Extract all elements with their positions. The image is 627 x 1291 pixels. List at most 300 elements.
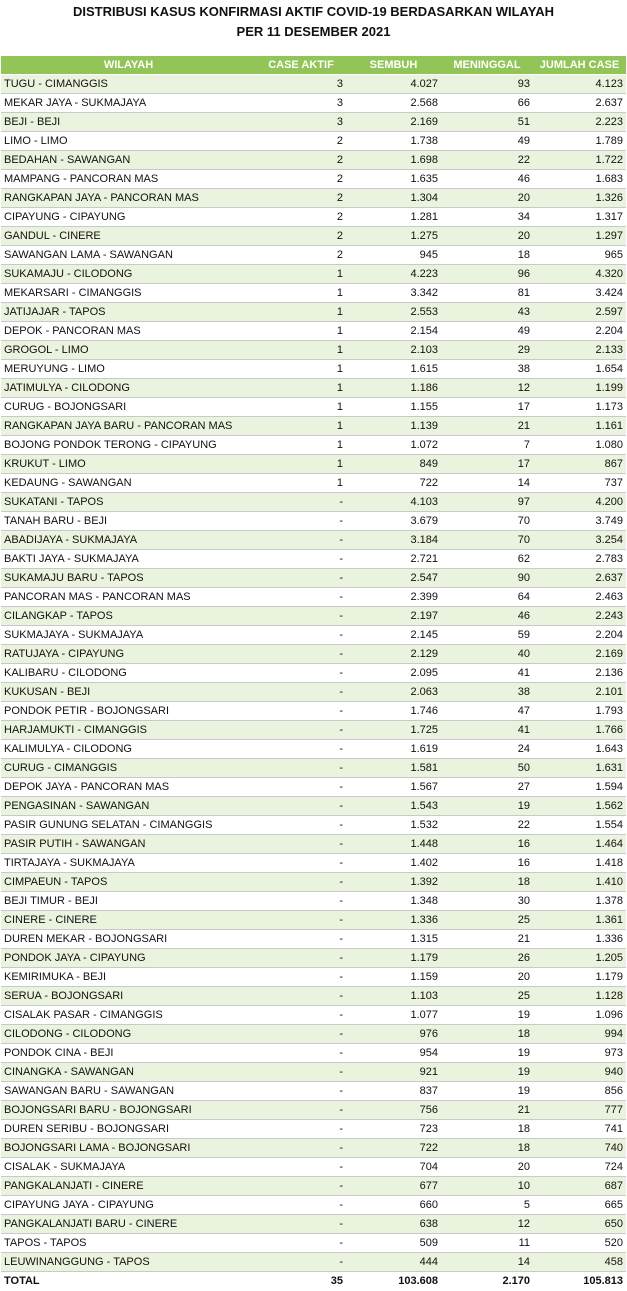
cell-case-aktif: - (256, 987, 346, 1006)
cell-sembuh: 1.698 (346, 151, 441, 170)
cell-jumlah-case: 1.128 (533, 987, 626, 1006)
cell-meninggal: 14 (441, 1253, 533, 1272)
cell-meninggal: 20 (441, 227, 533, 246)
cell-case-aktif: 2 (256, 246, 346, 265)
table-row (1, 797, 626, 816)
cell-meninggal: 70 (441, 531, 533, 550)
cell-jumlah-case: 994 (533, 1025, 626, 1044)
cell-jumlah-case: 1.173 (533, 398, 626, 417)
cell-jumlah-case: 1.594 (533, 778, 626, 797)
header-wilayah: WILAYAH (1, 56, 256, 75)
cell-case-aktif: - (256, 683, 346, 702)
cell-wilayah: PONDOK JAYA - CIPAYUNG (1, 949, 256, 968)
cell-jumlah-case: 737 (533, 474, 626, 493)
cell-wilayah: PENGASINAN - SAWANGAN (1, 797, 256, 816)
cell-case-aktif: 1 (256, 322, 346, 341)
cell-meninggal: 47 (441, 702, 533, 721)
cell-case-aktif: 1 (256, 303, 346, 322)
table-row (1, 512, 626, 531)
table-row (1, 94, 626, 113)
cell-sembuh: 677 (346, 1177, 441, 1196)
cell-meninggal: 38 (441, 360, 533, 379)
cell-jumlah-case: 1.326 (533, 189, 626, 208)
cell-case-aktif: - (256, 1215, 346, 1234)
table-row (1, 208, 626, 227)
cell-wilayah: SUKATANI - TAPOS (1, 493, 256, 512)
cell-meninggal: 21 (441, 930, 533, 949)
cell-sembuh: 849 (346, 455, 441, 474)
table-row (1, 626, 626, 645)
cell-wilayah: PASIR GUNUNG SELATAN - CIMANGGIS (1, 816, 256, 835)
header-jumlah-case: JUMLAH CASE (533, 56, 626, 75)
cell-meninggal: 43 (441, 303, 533, 322)
cell-jumlah-case: 687 (533, 1177, 626, 1196)
cell-meninggal: 11 (441, 1234, 533, 1253)
cell-sembuh: 756 (346, 1101, 441, 1120)
cell-case-aktif: 1 (256, 455, 346, 474)
cell-meninggal: 19 (441, 1044, 533, 1063)
table-row (1, 303, 626, 322)
cell-meninggal: 5 (441, 1196, 533, 1215)
cell-case-aktif: 1 (256, 417, 346, 436)
table-row (1, 645, 626, 664)
cell-jumlah-case: 520 (533, 1234, 626, 1253)
cell-meninggal: 12 (441, 1215, 533, 1234)
cell-case-aktif: - (256, 778, 346, 797)
cell-wilayah: BAKTI JAYA - SUKMAJAYA (1, 550, 256, 569)
cell-jumlah-case: 1.161 (533, 417, 626, 436)
cell-sembuh: 1.448 (346, 835, 441, 854)
cell-jumlah-case: 1.631 (533, 759, 626, 778)
cell-case-aktif: - (256, 1139, 346, 1158)
cell-jumlah-case: 2.463 (533, 588, 626, 607)
cell-meninggal: 64 (441, 588, 533, 607)
cell-sembuh: 660 (346, 1196, 441, 1215)
table-row (1, 569, 626, 588)
cell-wilayah: SAWANGAN BARU - SAWANGAN (1, 1082, 256, 1101)
cell-case-aktif: - (256, 873, 346, 892)
table-row (1, 189, 626, 208)
cell-sembuh: 1.615 (346, 360, 441, 379)
cell-case-aktif: 1 (256, 284, 346, 303)
cell-wilayah: RANGKAPAN JAYA BARU - PANCORAN MAS (1, 417, 256, 436)
table-row (1, 702, 626, 721)
cell-jumlah-case: 1.789 (533, 132, 626, 151)
cell-sembuh: 1.567 (346, 778, 441, 797)
table-row (1, 550, 626, 569)
cell-wilayah: ABADIJAYA - SUKMAJAYA (1, 531, 256, 550)
cell-meninggal: 10 (441, 1177, 533, 1196)
table-row (1, 341, 626, 360)
cell-sembuh: 2.154 (346, 322, 441, 341)
cell-case-aktif: - (256, 1196, 346, 1215)
table-row (1, 417, 626, 436)
cell-sembuh: 1.179 (346, 949, 441, 968)
cell-case-aktif: - (256, 1044, 346, 1063)
cell-wilayah: TAPOS - TAPOS (1, 1234, 256, 1253)
cell-meninggal: 12 (441, 379, 533, 398)
table-row (1, 322, 626, 341)
cell-case-aktif: - (256, 531, 346, 550)
cell-meninggal: 16 (441, 835, 533, 854)
table-row (1, 721, 626, 740)
cell-wilayah: BEJI - BEJI (1, 113, 256, 132)
cell-jumlah-case: 1.554 (533, 816, 626, 835)
title-line-1: DISTRIBUSI KASUS KONFIRMASI AKTIF COVID-19 BERDASARKAN WILAYAH (72, 4, 555, 19)
cell-sembuh: 1.532 (346, 816, 441, 835)
cell-meninggal: 30 (441, 892, 533, 911)
cell-wilayah: BEDAHAN - SAWANGAN (1, 151, 256, 170)
cell-case-aktif: - (256, 1253, 346, 1272)
cell-case-aktif: - (256, 911, 346, 930)
cell-wilayah: KUKUSAN - BEJI (1, 683, 256, 702)
cell-wilayah: BOJONGSARI LAMA - BOJONGSARI (1, 1139, 256, 1158)
cell-case-aktif: - (256, 1120, 346, 1139)
cell-wilayah: SUKAMAJU - CILODONG (1, 265, 256, 284)
cell-meninggal: 20 (441, 189, 533, 208)
cell-jumlah-case: 2.597 (533, 303, 626, 322)
cell-meninggal: 19 (441, 1063, 533, 1082)
cell-wilayah: GROGOL - LIMO (1, 341, 256, 360)
table-row (1, 854, 626, 873)
cell-wilayah: DEPOK - PANCORAN MAS (1, 322, 256, 341)
cell-wilayah: CISALAK - SUKMAJAYA (1, 1158, 256, 1177)
cell-sembuh: 1.072 (346, 436, 441, 455)
cell-meninggal: 18 (441, 1139, 533, 1158)
table-row (1, 778, 626, 797)
cell-meninggal: 97 (441, 493, 533, 512)
cell-wilayah: LEUWINANGGUNG - TAPOS (1, 1253, 256, 1272)
cell-wilayah: KRUKUT - LIMO (1, 455, 256, 474)
cell-wilayah: SUKAMAJU BARU - TAPOS (1, 569, 256, 588)
cell-case-aktif: - (256, 645, 346, 664)
table-row (1, 968, 626, 987)
cell-jumlah-case: 1.793 (533, 702, 626, 721)
cell-jumlah-case: 2.136 (533, 664, 626, 683)
cell-case-aktif: - (256, 702, 346, 721)
cell-wilayah: CINANGKA - SAWANGAN (1, 1063, 256, 1082)
title-line-2: PER 11 DESEMBER 2021 (236, 24, 391, 39)
cell-wilayah: PANGKALANJATI - CINERE (1, 1177, 256, 1196)
cell-case-aktif: - (256, 626, 346, 645)
cell-wilayah: PONDOK PETIR - BOJONGSARI (1, 702, 256, 721)
cell-jumlah-case: 4.200 (533, 493, 626, 512)
cell-jumlah-case: 2.637 (533, 569, 626, 588)
cell-case-aktif: - (256, 607, 346, 626)
cell-sembuh: 1.348 (346, 892, 441, 911)
cell-meninggal: 90 (441, 569, 533, 588)
cell-jumlah-case: 3.254 (533, 531, 626, 550)
cell-meninggal: 40 (441, 645, 533, 664)
table-row (1, 436, 626, 455)
table-row (1, 493, 626, 512)
cell-sembuh: 1.543 (346, 797, 441, 816)
cell-meninggal: 49 (441, 132, 533, 151)
cell-wilayah: PONDOK CINA - BEJI (1, 1044, 256, 1063)
table-row (1, 1025, 626, 1044)
cell-case-aktif: - (256, 664, 346, 683)
cell-sembuh: 722 (346, 1139, 441, 1158)
cell-wilayah: TANAH BARU - BEJI (1, 512, 256, 531)
cell-meninggal: 81 (441, 284, 533, 303)
cell-case-aktif: - (256, 816, 346, 835)
cell-meninggal: 19 (441, 1082, 533, 1101)
table-row (1, 398, 626, 417)
cell-wilayah: TUGU - CIMANGGIS (1, 75, 256, 94)
cell-case-aktif: - (256, 588, 346, 607)
cell-sembuh: 723 (346, 1120, 441, 1139)
cell-meninggal: 46 (441, 170, 533, 189)
cell-meninggal: 21 (441, 1101, 533, 1120)
table-row (1, 607, 626, 626)
cell-meninggal: 29 (441, 341, 533, 360)
cell-case-aktif: 1 (256, 341, 346, 360)
cell-meninggal: 20 (441, 968, 533, 987)
table-row (1, 1196, 626, 1215)
cell-jumlah-case: 940 (533, 1063, 626, 1082)
table-row (1, 265, 626, 284)
total-row (1, 1272, 626, 1291)
cell-case-aktif: 1 (256, 474, 346, 493)
table-row (1, 151, 626, 170)
cell-case-aktif: - (256, 721, 346, 740)
cell-case-aktif: - (256, 1101, 346, 1120)
cell-jumlah-case: 973 (533, 1044, 626, 1063)
total-jumlah-case: 105.813 (533, 1272, 626, 1291)
cell-sembuh: 1.336 (346, 911, 441, 930)
table-row (1, 1120, 626, 1139)
cell-jumlah-case: 1.199 (533, 379, 626, 398)
cell-wilayah: DUREN SERIBU - BOJONGSARI (1, 1120, 256, 1139)
cell-sembuh: 1.619 (346, 740, 441, 759)
cell-jumlah-case: 1.643 (533, 740, 626, 759)
cell-meninggal: 24 (441, 740, 533, 759)
cell-sembuh: 2.197 (346, 607, 441, 626)
table-row (1, 892, 626, 911)
cell-meninggal: 34 (441, 208, 533, 227)
cell-meninggal: 38 (441, 683, 533, 702)
cell-wilayah: TIRTAJAYA - SUKMAJAYA (1, 854, 256, 873)
cell-sembuh: 945 (346, 246, 441, 265)
cell-jumlah-case: 1.179 (533, 968, 626, 987)
cell-jumlah-case: 4.123 (533, 75, 626, 94)
cell-case-aktif: - (256, 1006, 346, 1025)
cell-meninggal: 18 (441, 873, 533, 892)
table-row (1, 170, 626, 189)
table-row (1, 835, 626, 854)
cell-jumlah-case: 2.101 (533, 683, 626, 702)
total-case-aktif: 35 (256, 1272, 346, 1291)
cell-case-aktif: 1 (256, 398, 346, 417)
table-row (1, 873, 626, 892)
cell-jumlah-case: 1.297 (533, 227, 626, 246)
cell-wilayah: PANCORAN MAS - PANCORAN MAS (1, 588, 256, 607)
cell-jumlah-case: 1.317 (533, 208, 626, 227)
cell-case-aktif: 1 (256, 436, 346, 455)
total-meninggal: 2.170 (441, 1272, 533, 1291)
cell-sembuh: 2.145 (346, 626, 441, 645)
cell-meninggal: 41 (441, 664, 533, 683)
cell-wilayah: JATIMULYA - CILODONG (1, 379, 256, 398)
cell-sembuh: 976 (346, 1025, 441, 1044)
cell-sembuh: 2.129 (346, 645, 441, 664)
cell-case-aktif: 2 (256, 151, 346, 170)
cell-sembuh: 1.738 (346, 132, 441, 151)
cell-meninggal: 27 (441, 778, 533, 797)
header-meninggal: MENINGGAL (441, 56, 533, 75)
cell-sembuh: 2.547 (346, 569, 441, 588)
cell-meninggal: 70 (441, 512, 533, 531)
cell-jumlah-case: 1.418 (533, 854, 626, 873)
cell-sembuh: 4.223 (346, 265, 441, 284)
cell-wilayah: CINERE - CINERE (1, 911, 256, 930)
cell-sembuh: 444 (346, 1253, 441, 1272)
cell-meninggal: 18 (441, 246, 533, 265)
cell-meninggal: 25 (441, 911, 533, 930)
cell-jumlah-case: 724 (533, 1158, 626, 1177)
cell-wilayah: HARJAMUKTI - CIMANGGIS (1, 721, 256, 740)
document-title (0, 0, 627, 56)
cell-sembuh: 1.139 (346, 417, 441, 436)
cell-meninggal: 96 (441, 265, 533, 284)
cell-jumlah-case: 1.683 (533, 170, 626, 189)
cell-sembuh: 2.721 (346, 550, 441, 569)
cell-sembuh: 1.281 (346, 208, 441, 227)
table-row (1, 379, 626, 398)
table-row (1, 227, 626, 246)
cell-case-aktif: - (256, 1234, 346, 1253)
cell-wilayah: MEKAR JAYA - SUKMAJAYA (1, 94, 256, 113)
cell-jumlah-case: 856 (533, 1082, 626, 1101)
cell-jumlah-case: 2.637 (533, 94, 626, 113)
cell-sembuh: 1.725 (346, 721, 441, 740)
cell-sembuh: 509 (346, 1234, 441, 1253)
cell-jumlah-case: 2.204 (533, 322, 626, 341)
cell-case-aktif: 1 (256, 360, 346, 379)
cell-jumlah-case: 1.464 (533, 835, 626, 854)
cell-case-aktif: - (256, 550, 346, 569)
cell-sembuh: 2.553 (346, 303, 441, 322)
cell-wilayah: DEPOK JAYA - PANCORAN MAS (1, 778, 256, 797)
table-row (1, 1101, 626, 1120)
table-row (1, 930, 626, 949)
cell-meninggal: 41 (441, 721, 533, 740)
cell-sembuh: 1.746 (346, 702, 441, 721)
table-row (1, 1177, 626, 1196)
cell-jumlah-case: 2.783 (533, 550, 626, 569)
cell-case-aktif: 2 (256, 170, 346, 189)
cell-meninggal: 20 (441, 1158, 533, 1177)
cell-meninggal: 7 (441, 436, 533, 455)
cell-wilayah: BOJONG PONDOK TERONG - CIPAYUNG (1, 436, 256, 455)
cell-wilayah: BEJI TIMUR - BEJI (1, 892, 256, 911)
cell-sembuh: 1.402 (346, 854, 441, 873)
cell-wilayah: MAMPANG - PANCORAN MAS (1, 170, 256, 189)
cell-case-aktif: - (256, 1025, 346, 1044)
cell-case-aktif: - (256, 1082, 346, 1101)
cell-wilayah: KALIBARU - CILODONG (1, 664, 256, 683)
cell-sembuh: 2.063 (346, 683, 441, 702)
cell-wilayah: CURUG - BOJONGSARI (1, 398, 256, 417)
cell-jumlah-case: 1.562 (533, 797, 626, 816)
cell-sembuh: 3.679 (346, 512, 441, 531)
cell-wilayah: MERUYUNG - LIMO (1, 360, 256, 379)
cell-sembuh: 1.159 (346, 968, 441, 987)
cell-wilayah: MEKARSARI - CIMANGGIS (1, 284, 256, 303)
cell-case-aktif: - (256, 1158, 346, 1177)
cell-case-aktif: - (256, 1177, 346, 1196)
table-body (1, 75, 626, 1272)
cell-jumlah-case: 2.223 (533, 113, 626, 132)
table-row (1, 683, 626, 702)
table-row (1, 1158, 626, 1177)
cell-sembuh: 1.635 (346, 170, 441, 189)
cell-meninggal: 66 (441, 94, 533, 113)
cell-sembuh: 2.103 (346, 341, 441, 360)
cell-wilayah: RANGKAPAN JAYA - PANCORAN MAS (1, 189, 256, 208)
cell-meninggal: 93 (441, 75, 533, 94)
cell-wilayah: DUREN MEKAR - BOJONGSARI (1, 930, 256, 949)
cell-wilayah: SERUA - BOJONGSARI (1, 987, 256, 1006)
cell-sembuh: 3.342 (346, 284, 441, 303)
cell-sembuh: 638 (346, 1215, 441, 1234)
cell-sembuh: 1.315 (346, 930, 441, 949)
cell-meninggal: 18 (441, 1120, 533, 1139)
cell-sembuh: 1.155 (346, 398, 441, 417)
cell-meninggal: 26 (441, 949, 533, 968)
table-row (1, 113, 626, 132)
cell-sembuh: 4.103 (346, 493, 441, 512)
total-label: TOTAL (1, 1272, 256, 1291)
cell-wilayah: CIMPAEUN - TAPOS (1, 873, 256, 892)
cell-wilayah: CILODONG - CILODONG (1, 1025, 256, 1044)
cell-sembuh: 2.399 (346, 588, 441, 607)
cell-meninggal: 14 (441, 474, 533, 493)
cell-wilayah: LIMO - LIMO (1, 132, 256, 151)
cell-meninggal: 21 (441, 417, 533, 436)
cell-jumlah-case: 1.378 (533, 892, 626, 911)
cell-sembuh: 1.275 (346, 227, 441, 246)
table-row (1, 531, 626, 550)
cell-jumlah-case: 1.766 (533, 721, 626, 740)
covid-distribution-table (1, 56, 626, 1291)
table-row (1, 759, 626, 778)
cell-case-aktif: - (256, 968, 346, 987)
cell-case-aktif: - (256, 930, 346, 949)
cell-meninggal: 51 (441, 113, 533, 132)
cell-wilayah: KEDAUNG - SAWANGAN (1, 474, 256, 493)
cell-case-aktif: - (256, 569, 346, 588)
cell-meninggal: 17 (441, 455, 533, 474)
table-row (1, 1082, 626, 1101)
cell-jumlah-case: 2.133 (533, 341, 626, 360)
cell-sembuh: 3.184 (346, 531, 441, 550)
cell-case-aktif: 1 (256, 265, 346, 284)
cell-sembuh: 2.568 (346, 94, 441, 113)
cell-wilayah: BOJONGSARI BARU - BOJONGSARI (1, 1101, 256, 1120)
cell-wilayah: SAWANGAN LAMA - SAWANGAN (1, 246, 256, 265)
cell-sembuh: 722 (346, 474, 441, 493)
total-sembuh: 103.608 (346, 1272, 441, 1291)
cell-sembuh: 954 (346, 1044, 441, 1063)
table-row (1, 949, 626, 968)
cell-case-aktif: 3 (256, 113, 346, 132)
header-row (1, 56, 626, 75)
cell-wilayah: CILANGKAP - TAPOS (1, 607, 256, 626)
cell-wilayah: RATUJAYA - CIPAYUNG (1, 645, 256, 664)
cell-wilayah: PANGKALANJATI BARU - CINERE (1, 1215, 256, 1234)
table-row (1, 1215, 626, 1234)
